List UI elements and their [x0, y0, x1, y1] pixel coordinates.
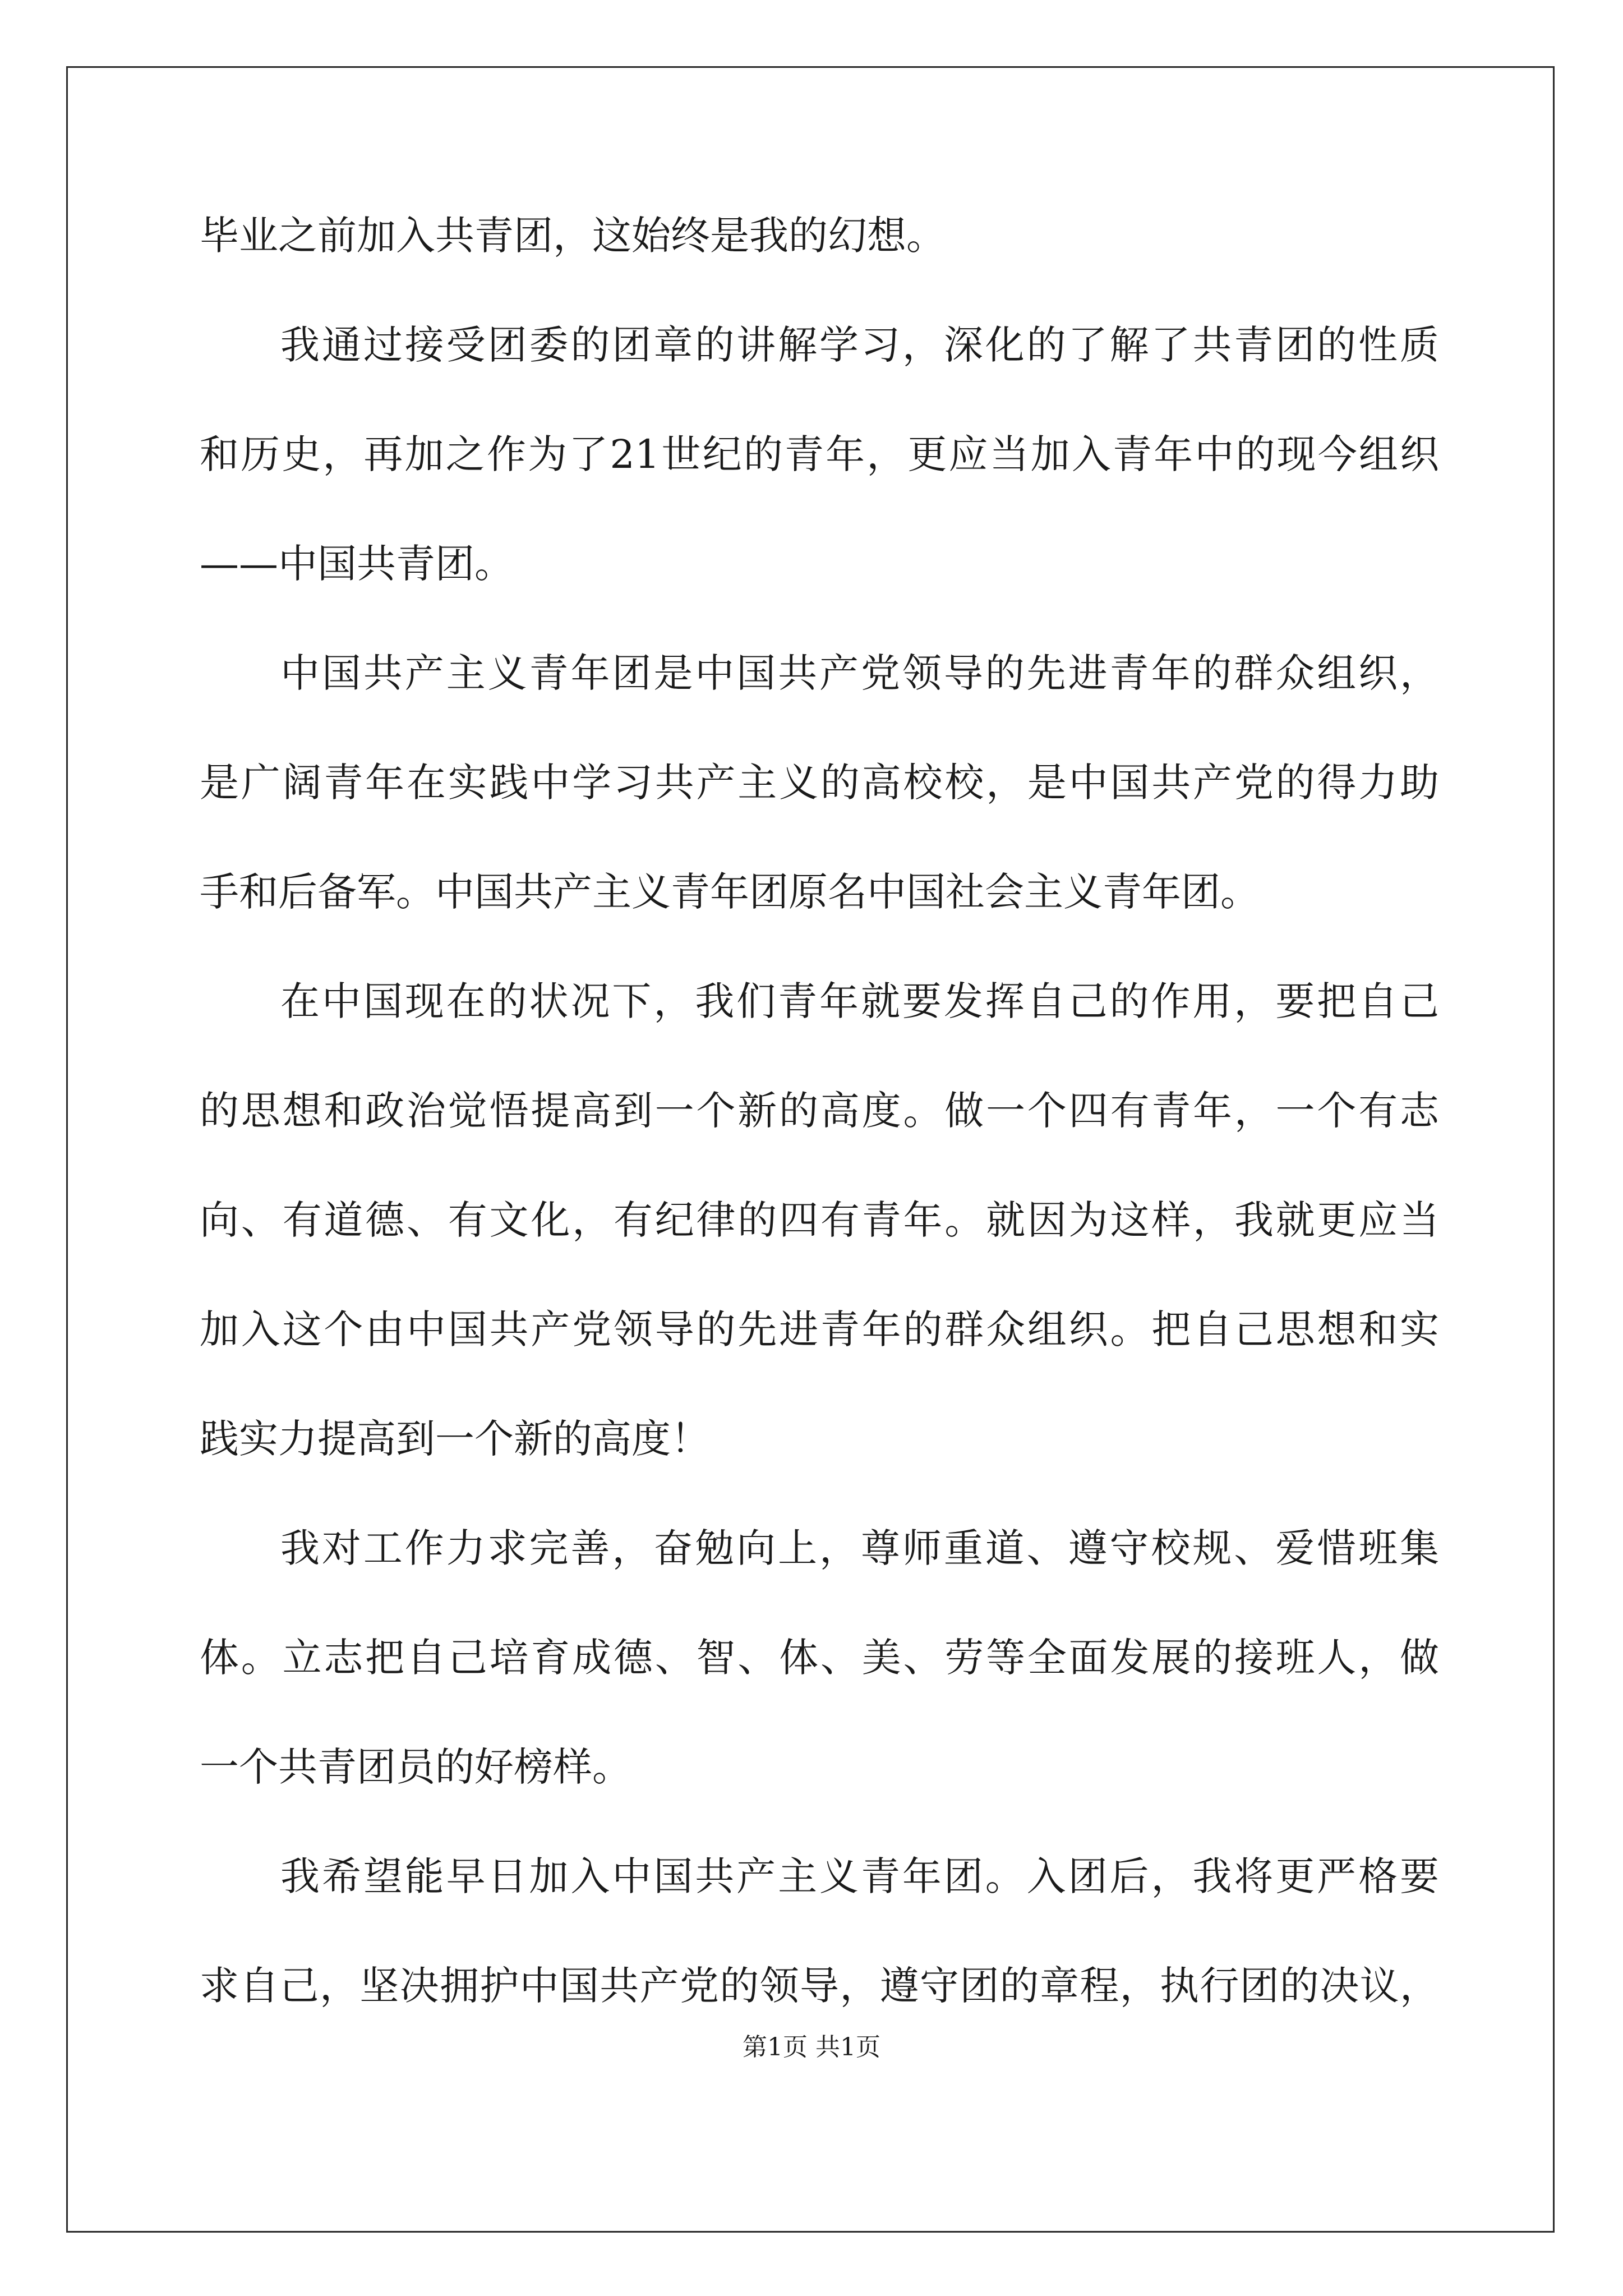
text-line: ——中国共青团。 [200, 541, 514, 587]
text-line: 是广阔青年在实践中学习共产主义的高校校，是中国共产党的得力助 [200, 760, 1439, 806]
paragraph-start-line: 我通过接受团委的团章的讲解学习，深化的了解了共青团的性质 [280, 322, 1439, 368]
text-line: 和历史，再加之作为了21世纪的青年，更应当加入青年中的现今组织 [200, 431, 1439, 477]
text-line: 手和后备军。中国共产主义青年团原名中国社会主义青年团。 [200, 869, 1260, 915]
page-number-footer: 第1页 共1页 [743, 2033, 880, 2062]
text-line: 的思想和政治觉悟提高到一个新的高度。做一个四有青年，一个有志 [200, 1088, 1439, 1134]
text-line: 求自己，坚决拥护中国共产党的领导，遵守团的章程，执行团的决议， [200, 1963, 1439, 2009]
text-line: 毕业之前加入共青团，这始终是我的幻想。 [200, 213, 946, 259]
text-line: 向、有道德、有文化，有纪律的四有青年。就因为这样，我就更应当 [200, 1197, 1439, 1243]
paragraph-start-line: 我希望能早日加入中国共产主义青年团。入团后，我将更严格要 [280, 1853, 1439, 1899]
text-line: 践实力提高到一个新的高度！ [200, 1416, 710, 1462]
text-line: 加入这个由中国共产党领导的先进青年的群众组织。把自己思想和实 [200, 1306, 1439, 1352]
paragraph-start-line: 中国共产主义青年团是中国共产党领导的先进青年的群众组织， [280, 650, 1439, 696]
text-line: 一个共青团员的好榜样。 [200, 1744, 631, 1790]
paragraph-start-line: 在中国现在的状况下，我们青年就要发挥自己的作用，要把自己 [280, 978, 1439, 1024]
paragraph-start-line: 我对工作力求完善，奋勉向上，尊师重道、遵守校规、爱惜班集 [280, 1525, 1439, 1571]
text-line: 体。立志把自己培育成德、智、体、美、劳等全面发展的接班人，做 [200, 1635, 1439, 1681]
